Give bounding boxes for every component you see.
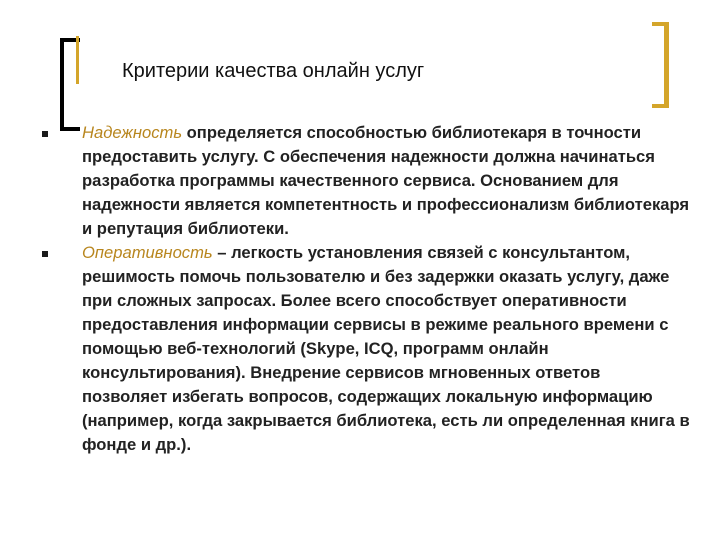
list-item-text: [82, 241, 690, 457]
term-reliability: Надежность: [82, 123, 183, 142]
list-item: [40, 121, 690, 241]
item-description: определяется способностью библиотекаря в точности предоставить услугу. С обеспечения надежности должна начинаться разработка программы качественного сервиса. Основанием для надежности является компетентность и профессионализм библиотекаря и репутация библиотеки.: [82, 123, 690, 238]
right-bracket-decoration: [650, 22, 670, 108]
term-responsiveness: Оперативность: [82, 243, 213, 262]
bullet-square-icon: [42, 251, 48, 257]
list-item-text: [82, 121, 690, 241]
left-gold-line-decoration: [76, 36, 86, 84]
bullet-list: [40, 121, 690, 457]
item-description: – легкость установления связей с консультантом, решимость помочь пользователю и без задержки оказать услугу, даже при сложных запросах. Более всего способствует оперативности предоставления информации сервисы в режиме реального времени с помощью веб-технологий (Skype, ICQ, программ онлайн консультирования). Внедрение сервисов мгновенных ответов позволяет избегать вопросов, содержащих локальную информацию (например, когда закрывается библиотека, есть ли определенная книга в фонде и др.).: [82, 243, 690, 454]
slide-title: Критерии качества онлайн услуг: [122, 60, 425, 82]
bullet-square-icon: [42, 131, 48, 137]
list-item: [40, 241, 690, 457]
